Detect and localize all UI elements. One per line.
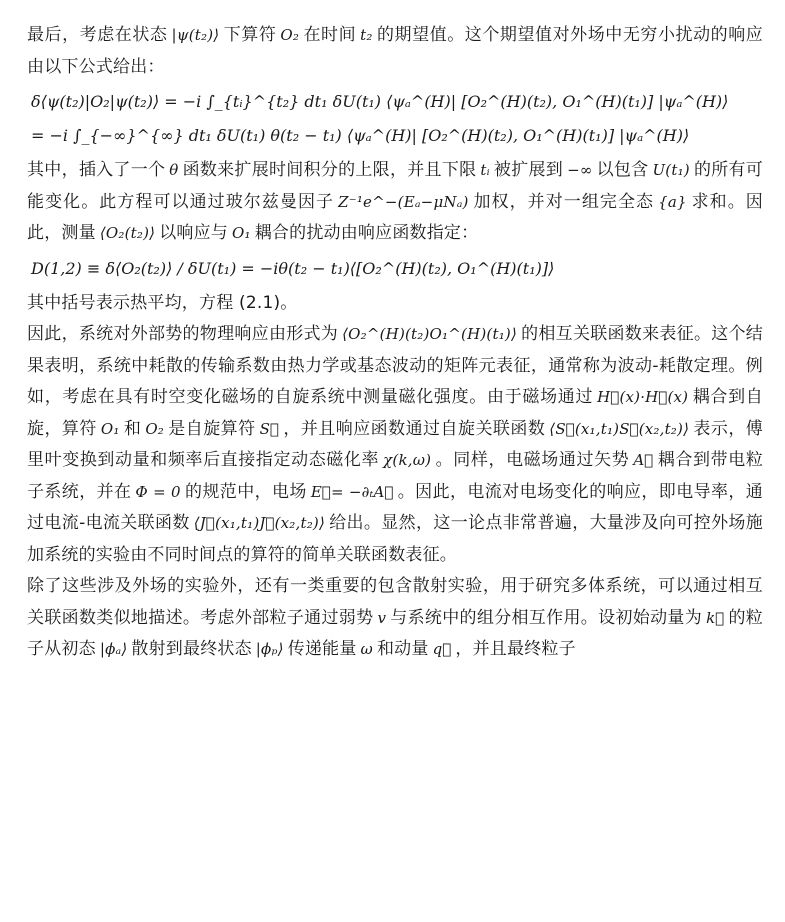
text-run: 。同样，电磁场通过矢势 [435, 450, 630, 470]
section-p3-p5 [27, 288, 763, 666]
paragraph [27, 319, 763, 571]
inline-math: θ [169, 161, 179, 179]
equation-block-2 [31, 252, 763, 286]
inline-math: |ϕₚ⟩ [255, 640, 284, 658]
inline-math: Z⁻¹e^−(Eₐ−μNₐ) [338, 192, 469, 211]
equation-line-2: = −i ∫_{−∞}^{∞} dt₁ δU(t₁) θ(t₂ − t₁) ⟨ψₐ^(H)| [O₂^(H)(t₂), O₁^(H)(t₁)] |ψₐ^(H)⟩ [31, 126, 690, 145]
text-run: 。因此，电流对电场变化的响应，即电导率，通过电流-电流关联函数 [27, 481, 764, 533]
text-run: 耦合到自旋，算符 [27, 387, 763, 439]
text-run: 传递能量 [287, 639, 357, 659]
inline-math: ⟨O₂(t₂)⟩ [99, 224, 156, 242]
inline-math: k⃗ [706, 608, 725, 627]
text-run: 其中，插入了一个 [27, 160, 166, 180]
text-run: 最后，考虑在状态 [27, 25, 168, 45]
section-p1 [27, 20, 763, 83]
text-run: 表示，傅里叶变换到动量和频率后直接指定动态磁化率 [27, 418, 763, 470]
inline-math: χ(k,ω) [383, 451, 432, 469]
inline-math: −∞ [567, 161, 593, 179]
inline-math: v [377, 608, 387, 627]
text-run: 的所有可能变化。此方程可以通过玻尔兹曼因子 [27, 160, 763, 212]
section-p2 [27, 155, 763, 250]
inline-math: |ψ(t₂)⟩ [171, 26, 220, 44]
equation-response-function: D(1,2) ≡ δ⟨O₂(t₂)⟩ / δU(t₁) = −iθ(t₂ − t₁)⟨[O₂^(H)(t₂), O₁^(H)(t₁)]⟩ [31, 258, 555, 278]
text-run: 是自旋算符 [168, 418, 256, 439]
equation-block-1 [31, 85, 763, 153]
paragraph [27, 20, 763, 83]
text-run: 下算符 [223, 25, 277, 45]
text-run: 和动量 [376, 639, 429, 659]
inline-math: E⃗= −∂ₜA⃗ [310, 482, 394, 501]
text-run: 的规范中，电场 [184, 481, 307, 502]
paragraph [27, 571, 763, 666]
text-run: ，并且响应函数通过自旋关联函数 [283, 418, 546, 439]
paragraph [27, 155, 763, 250]
paragraph [27, 288, 763, 320]
text-run: 散射到最终状态 [131, 639, 252, 659]
text-run: 以响应与 [159, 223, 228, 243]
text-run: 耦合的扰动由响应函数指定： [254, 223, 479, 243]
inline-math: O₂ [145, 419, 165, 438]
inline-math: A⃗ [633, 451, 654, 469]
text-run: 的相互关联函数来表征。这个结果表明，系统中耗散的传输系数由热力学或基态波动的矩阵元表征，通常称为波动-耗散定理。例如，考虑在具有时空变化磁场的自旋系统中测量磁化强度。由于磁场通过 [27, 324, 763, 407]
text-run: 除了这些涉及外场的实验外，还有一类重要的包含散射实验，用于研究多体系统，可以通过相互关联函数类似地描述。考虑外部粒子通过弱势 [27, 576, 763, 628]
text-run: 因此，系统对外部势的物理响应由形式为 [27, 324, 339, 344]
inline-math: O₁ [232, 224, 251, 242]
inline-math: ⟨S⃗(x₁,t₁)S⃗(x₂,t₂)⟩ [549, 419, 690, 438]
inline-math: O₂ [280, 26, 300, 44]
inline-math: U(t₁) [652, 161, 690, 179]
inline-math: {a} [658, 192, 687, 211]
inline-math: ω [360, 640, 373, 658]
equation-line-1: δ⟨ψ(t₂)|O₂|ψ(t₂)⟩ = −i ∫_{tᵢ}^{t₂} dt₁ δU(t₁) ⟨ψₐ^(H)| [O₂^(H)(t₂), O₁^(H)(t₁)] |ψₐ^(H)⟩ [31, 92, 729, 111]
inline-math: q⃗ [432, 640, 452, 658]
inline-math: ⟨O₂^(H)(t₂)O₁^(H)(t₁)⟩ [342, 325, 518, 343]
text-run: 以包含 [596, 160, 649, 180]
text-run: 其中括号表示热平均，方程 (2.1)。 [27, 292, 298, 313]
inline-math: t₂ [360, 26, 373, 44]
text-run: 在时间 [303, 25, 357, 45]
text-run: 和 [123, 418, 142, 439]
inline-math: tᵢ [480, 161, 490, 179]
text-run: 被扩展到 [493, 160, 564, 180]
text-run: ，并且最终粒子 [455, 639, 576, 659]
inline-math: H⃗(x)·H⃗(x) [597, 388, 689, 406]
text-run: 加权，并对一组完全态 [472, 191, 655, 212]
text-run: 求和。因此，测量 [27, 191, 764, 243]
text-run: 耦合到带电粒子系统，并在 [27, 450, 764, 502]
inline-math: ⟨J⃗(x₁,t₁)J⃗(x₂,t₂)⟩ [193, 514, 326, 532]
inline-math: Φ = 0 [135, 482, 181, 501]
text-run: 的期望值。这个期望值对外场中无穷小扰动的响应由以下公式给出： [27, 25, 763, 77]
inline-math: S⃗ [259, 419, 280, 438]
text-run: 与系统中的组分相互作用。设初始动量为 [390, 607, 703, 628]
text-run: 函数来扩展时间积分的上限，并且下限 [182, 160, 477, 180]
text-run: 的粒子从初态 [27, 607, 764, 659]
text-run: 给出。显然，这一论点非常普遍，大量涉及向可控外场施加系统的实验由不同时间点的算符的简单关联函数表征。 [27, 513, 763, 565]
inline-math: O₁ [100, 419, 120, 438]
inline-math: |ϕₐ⟩ [99, 640, 128, 658]
